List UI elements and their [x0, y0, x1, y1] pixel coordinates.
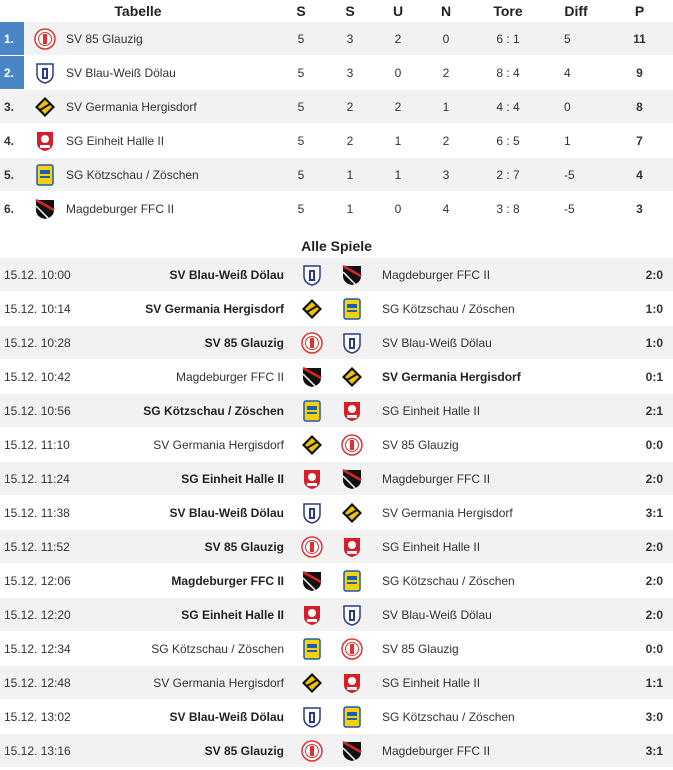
- game-row[interactable]: [0, 292, 673, 326]
- game-score: 2:1: [592, 394, 673, 428]
- goals: 8 : 4: [470, 56, 546, 90]
- header-team: Tabelle: [0, 0, 276, 22]
- away-team[interactable]: SG Einheit Halle II: [372, 666, 592, 700]
- away-crest-icon: [341, 400, 363, 422]
- standings-table: [0, 0, 673, 226]
- home-team[interactable]: SG Kötzschau / Zöschen: [100, 632, 292, 666]
- game-score: 2:0: [592, 564, 673, 598]
- standings-row[interactable]: [0, 158, 673, 192]
- header-wins: S: [326, 0, 374, 22]
- goal-diff: 0: [546, 90, 606, 124]
- games-played: 5: [276, 158, 326, 192]
- away-team[interactable]: SG Einheit Halle II: [372, 394, 592, 428]
- team-crest-cell: [24, 90, 66, 124]
- home-crest-icon: [301, 604, 323, 626]
- team-name[interactable]: Magdeburger FFC II: [66, 192, 276, 226]
- game-time: 15.12. 12:34: [0, 632, 100, 666]
- game-row[interactable]: [0, 258, 673, 292]
- rank: 4.: [0, 124, 24, 158]
- game-time: 15.12. 11:52: [0, 530, 100, 564]
- game-score: 2:0: [592, 462, 673, 496]
- games-body: [0, 258, 673, 768]
- away-crest-icon: [341, 604, 363, 626]
- game-row[interactable]: [0, 598, 673, 632]
- points: 4: [606, 158, 673, 192]
- away-crest-icon: [341, 672, 363, 694]
- draws: 0: [374, 192, 422, 226]
- game-time: 15.12. 11:38: [0, 496, 100, 530]
- wins: 2: [326, 124, 374, 158]
- home-crest-cell: [292, 496, 332, 530]
- goals: 2 : 7: [470, 158, 546, 192]
- team-crest-icon: [34, 164, 56, 186]
- standings-row[interactable]: [0, 56, 673, 90]
- header-goals: Tore: [470, 0, 546, 22]
- away-team[interactable]: SV Germania Hergisdorf: [372, 496, 592, 530]
- away-crest-cell: [332, 598, 372, 632]
- home-crest-icon: [301, 570, 323, 592]
- game-row[interactable]: [0, 530, 673, 564]
- team-name[interactable]: SG Einheit Halle II: [66, 124, 276, 158]
- draws: 0: [374, 56, 422, 90]
- team-crest-cell: [24, 56, 66, 90]
- goal-diff: -5: [546, 158, 606, 192]
- game-row[interactable]: [0, 632, 673, 666]
- home-crest-cell: [292, 258, 332, 292]
- games-played: 5: [276, 22, 326, 56]
- team-name[interactable]: SV Germania Hergisdorf: [66, 90, 276, 124]
- losses: 2: [422, 56, 470, 90]
- points: 3: [606, 192, 673, 226]
- away-crest-icon: [341, 570, 363, 592]
- away-crest-cell: [332, 734, 372, 768]
- team-crest-icon: [34, 96, 56, 118]
- game-row[interactable]: [0, 326, 673, 360]
- game-row[interactable]: [0, 700, 673, 734]
- draws: 2: [374, 90, 422, 124]
- away-team[interactable]: SG Einheit Halle II: [372, 530, 592, 564]
- game-row[interactable]: [0, 428, 673, 462]
- home-team[interactable]: SV 85 Glauzig: [100, 326, 292, 360]
- away-team[interactable]: Magdeburger FFC II: [372, 258, 592, 292]
- rank: 2.: [0, 56, 24, 90]
- away-crest-icon: [341, 502, 363, 524]
- home-team[interactable]: SV 85 Glauzig: [100, 734, 292, 768]
- draws: 2: [374, 22, 422, 56]
- team-crest-icon: [34, 62, 56, 84]
- home-crest-cell: [292, 598, 332, 632]
- away-crest-cell: [332, 258, 372, 292]
- home-crest-icon: [301, 740, 323, 762]
- standings-row[interactable]: [0, 90, 673, 124]
- goals: 6 : 5: [470, 124, 546, 158]
- team-crest-cell: [24, 22, 66, 56]
- goals: 6 : 1: [470, 22, 546, 56]
- home-team[interactable]: SV Germania Hergisdorf: [100, 428, 292, 462]
- away-crest-icon: [341, 366, 363, 388]
- away-crest-icon: [341, 264, 363, 286]
- home-crest-cell: [292, 326, 332, 360]
- wins: 3: [326, 56, 374, 90]
- game-score: 0:0: [592, 632, 673, 666]
- away-crest-cell: [332, 394, 372, 428]
- away-crest-icon: [341, 332, 363, 354]
- wins: 1: [326, 158, 374, 192]
- rank: 1.: [0, 22, 24, 56]
- away-crest-icon: [341, 536, 363, 558]
- game-score: 3:1: [592, 734, 673, 768]
- game-time: 15.12. 11:24: [0, 462, 100, 496]
- away-crest-cell: [332, 462, 372, 496]
- standings-row[interactable]: [0, 22, 673, 56]
- game-row[interactable]: [0, 496, 673, 530]
- header-games: S: [276, 0, 326, 22]
- away-crest-cell: [332, 564, 372, 598]
- team-crest-cell: [24, 192, 66, 226]
- team-crest-icon: [34, 28, 56, 50]
- game-score: 2:0: [592, 530, 673, 564]
- header-points: P: [606, 0, 673, 22]
- home-team[interactable]: Magdeburger FFC II: [100, 360, 292, 394]
- home-crest-icon: [301, 434, 323, 456]
- home-crest-cell: [292, 292, 332, 326]
- draws: 1: [374, 158, 422, 192]
- losses: 4: [422, 192, 470, 226]
- away-crest-cell: [332, 326, 372, 360]
- game-row[interactable]: [0, 394, 673, 428]
- away-crest-cell: [332, 428, 372, 462]
- header-losses: N: [422, 0, 470, 22]
- home-team[interactable]: SV Blau-Weiß Dölau: [100, 700, 292, 734]
- points: 9: [606, 56, 673, 90]
- game-row[interactable]: [0, 666, 673, 700]
- home-crest-cell: [292, 666, 332, 700]
- away-crest-icon: [341, 706, 363, 728]
- rank: 5.: [0, 158, 24, 192]
- away-team[interactable]: SV 85 Glauzig: [372, 632, 592, 666]
- game-score: 1:1: [592, 666, 673, 700]
- home-team[interactable]: SG Kötzschau / Zöschen: [100, 394, 292, 428]
- away-team[interactable]: SG Kötzschau / Zöschen: [372, 564, 592, 598]
- home-team[interactable]: SV 85 Glauzig: [100, 530, 292, 564]
- home-team[interactable]: SV Blau-Weiß Dölau: [100, 496, 292, 530]
- game-score: 0:1: [592, 360, 673, 394]
- draws: 1: [374, 124, 422, 158]
- game-time: 15.12. 12:06: [0, 564, 100, 598]
- game-score: 1:0: [592, 292, 673, 326]
- home-team[interactable]: SG Einheit Halle II: [100, 462, 292, 496]
- header-draws: U: [374, 0, 422, 22]
- game-time: 15.12. 11:10: [0, 428, 100, 462]
- header-diff: Diff: [546, 0, 606, 22]
- away-crest-icon: [341, 434, 363, 456]
- rank: 6.: [0, 192, 24, 226]
- losses: 1: [422, 90, 470, 124]
- home-team[interactable]: Magdeburger FFC II: [100, 564, 292, 598]
- home-crest-icon: [301, 332, 323, 354]
- away-team[interactable]: Magdeburger FFC II: [372, 734, 592, 768]
- away-crest-cell: [332, 666, 372, 700]
- standings-row[interactable]: [0, 124, 673, 158]
- home-crest-cell: [292, 360, 332, 394]
- team-crest-cell: [24, 124, 66, 158]
- game-row[interactable]: [0, 462, 673, 496]
- game-time: 15.12. 13:16: [0, 734, 100, 768]
- losses: 0: [422, 22, 470, 56]
- game-row[interactable]: [0, 564, 673, 598]
- standings-header: [0, 0, 673, 22]
- home-crest-icon: [301, 672, 323, 694]
- home-team[interactable]: SV Blau-Weiß Dölau: [100, 258, 292, 292]
- home-team[interactable]: SV Germania Hergisdorf: [100, 292, 292, 326]
- wins: 1: [326, 192, 374, 226]
- game-row[interactable]: [0, 360, 673, 394]
- games-played: 5: [276, 56, 326, 90]
- home-crest-cell: [292, 564, 332, 598]
- away-crest-icon: [341, 740, 363, 762]
- away-crest-cell: [332, 632, 372, 666]
- standings-row[interactable]: [0, 192, 673, 226]
- team-crest-icon: [34, 130, 56, 152]
- away-team[interactable]: SG Kötzschau / Zöschen: [372, 700, 592, 734]
- home-crest-icon: [301, 298, 323, 320]
- home-crest-cell: [292, 632, 332, 666]
- team-name[interactable]: SV 85 Glauzig: [66, 22, 276, 56]
- away-team[interactable]: SV Germania Hergisdorf: [372, 360, 592, 394]
- home-crest-cell: [292, 734, 332, 768]
- home-crest-icon: [301, 264, 323, 286]
- home-crest-cell: [292, 428, 332, 462]
- losses: 2: [422, 124, 470, 158]
- away-crest-cell: [332, 496, 372, 530]
- away-crest-icon: [341, 298, 363, 320]
- away-team[interactable]: Magdeburger FFC II: [372, 462, 592, 496]
- home-crest-icon: [301, 638, 323, 660]
- game-row[interactable]: [0, 734, 673, 768]
- home-team[interactable]: SV Germania Hergisdorf: [100, 666, 292, 700]
- wins: 2: [326, 90, 374, 124]
- home-crest-icon: [301, 400, 323, 422]
- standings-body: [0, 22, 673, 226]
- goal-diff: 5: [546, 22, 606, 56]
- home-crest-cell: [292, 700, 332, 734]
- games-title: Alle Spiele: [301, 238, 372, 254]
- home-crest-icon: [301, 706, 323, 728]
- away-team[interactable]: SV Blau-Weiß Dölau: [372, 598, 592, 632]
- losses: 3: [422, 158, 470, 192]
- game-score: 0:0: [592, 428, 673, 462]
- home-team[interactable]: SG Einheit Halle II: [100, 598, 292, 632]
- away-team[interactable]: SV Blau-Weiß Dölau: [372, 326, 592, 360]
- home-crest-cell: [292, 530, 332, 564]
- goals: 4 : 4: [470, 90, 546, 124]
- game-time: 15.12. 10:00: [0, 258, 100, 292]
- game-score: 1:0: [592, 326, 673, 360]
- away-crest-icon: [341, 638, 363, 660]
- home-crest-icon: [301, 366, 323, 388]
- points: 11: [606, 22, 673, 56]
- game-time: 15.12. 10:14: [0, 292, 100, 326]
- games-played: 5: [276, 124, 326, 158]
- team-crest-cell: [24, 158, 66, 192]
- team-name[interactable]: SV Blau-Weiß Dölau: [66, 56, 276, 90]
- points: 8: [606, 90, 673, 124]
- away-crest-icon: [341, 468, 363, 490]
- game-time: 15.12. 13:02: [0, 700, 100, 734]
- team-name[interactable]: SG Kötzschau / Zöschen: [66, 158, 276, 192]
- points: 7: [606, 124, 673, 158]
- games-played: 5: [276, 90, 326, 124]
- wins: 3: [326, 22, 374, 56]
- goal-diff: 4: [546, 56, 606, 90]
- goal-diff: 1: [546, 124, 606, 158]
- game-time: 15.12. 12:48: [0, 666, 100, 700]
- game-score: 2:0: [592, 258, 673, 292]
- away-crest-cell: [332, 292, 372, 326]
- team-crest-icon: [34, 198, 56, 220]
- game-time: 15.12. 10:28: [0, 326, 100, 360]
- games-played: 5: [276, 192, 326, 226]
- game-score: 3:1: [592, 496, 673, 530]
- games-table: [0, 258, 673, 768]
- game-time: 15.12. 10:56: [0, 394, 100, 428]
- goal-diff: -5: [546, 192, 606, 226]
- away-team[interactable]: SG Kötzschau / Zöschen: [372, 292, 592, 326]
- game-score: 2:0: [592, 598, 673, 632]
- away-crest-cell: [332, 530, 372, 564]
- home-crest-cell: [292, 394, 332, 428]
- goals: 3 : 8: [470, 192, 546, 226]
- away-crest-cell: [332, 700, 372, 734]
- home-crest-icon: [301, 468, 323, 490]
- home-crest-cell: [292, 462, 332, 496]
- away-team[interactable]: SV 85 Glauzig: [372, 428, 592, 462]
- home-crest-icon: [301, 502, 323, 524]
- away-crest-cell: [332, 360, 372, 394]
- game-time: 15.12. 10:42: [0, 360, 100, 394]
- rank: 3.: [0, 90, 24, 124]
- game-time: 15.12. 12:20: [0, 598, 100, 632]
- home-crest-icon: [301, 536, 323, 558]
- game-score: 3:0: [592, 700, 673, 734]
